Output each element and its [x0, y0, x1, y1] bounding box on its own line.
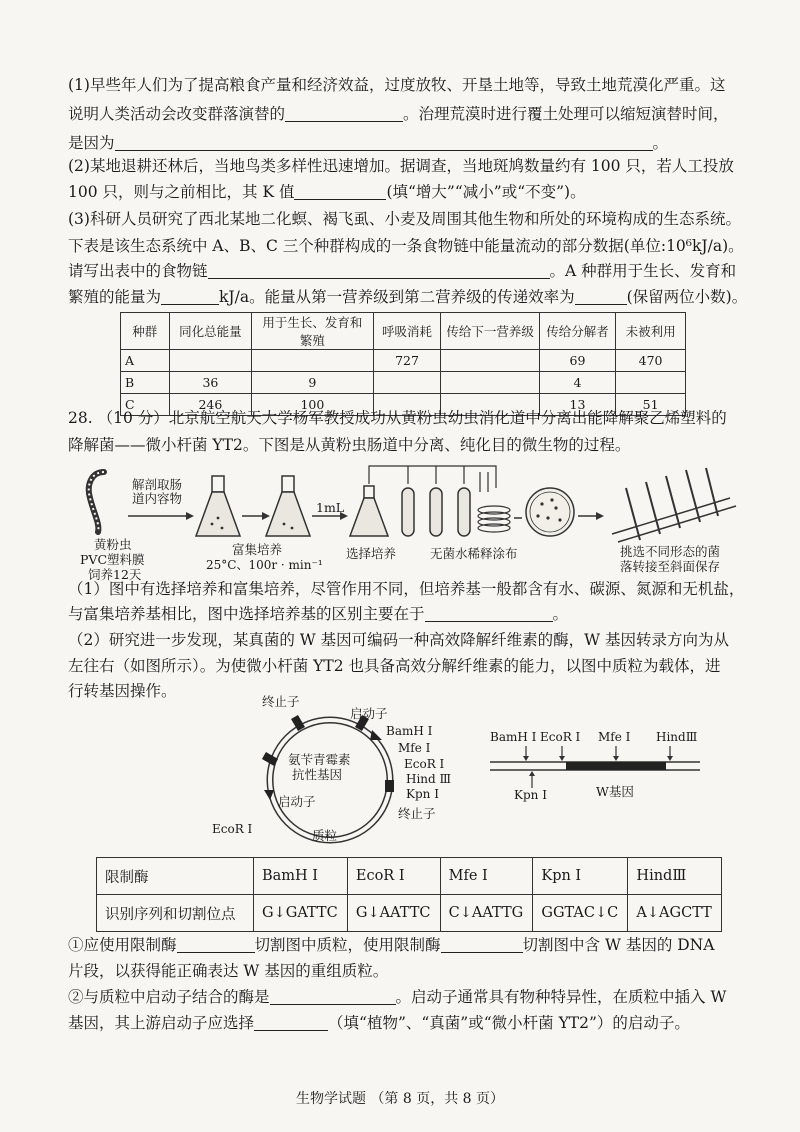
table-header: 呼吸消耗	[373, 313, 441, 350]
plasmid-site-ecori-left: EcoR I	[212, 822, 253, 836]
table-cell: 727	[373, 350, 441, 372]
table-row	[97, 895, 722, 932]
petri-dish-stack-icon	[478, 506, 510, 532]
table-cell: B	[121, 372, 170, 394]
table-cell: 限制酶	[97, 858, 254, 895]
plasmid-site-bamhi: BamH I	[386, 724, 433, 738]
table-cell: 36	[169, 372, 252, 394]
table-header: 传给下一营养级	[441, 313, 539, 350]
promoter-top-label: 启动子	[350, 706, 388, 721]
enrichment-conditions: 25°C、100r · min⁻¹	[206, 558, 323, 572]
answer-blank[interactable]	[161, 286, 219, 305]
flask-icon	[350, 486, 388, 536]
table-header: 同化总能量	[169, 313, 252, 350]
answer-blank[interactable]	[254, 1012, 328, 1031]
answer-blank[interactable]	[441, 934, 523, 953]
table-row	[97, 858, 722, 895]
table-cell: GGTAC↓C	[533, 895, 628, 932]
q27-p1-line1: (1)早些年人们为了提高粮食产量和经济效益，过度放牧、开垦土地等，导致土地荒漠化严重。这	[68, 76, 726, 94]
q27-p3-line4: 繁殖的能量为 kJ/a。能量从第一营养级到第二营养级的传递效率为 (保留两位小数)。	[68, 288, 748, 306]
q28-intro-line2: 降解菌——微小杆菌 YT2。下图是从黄粉虫肠道中分离、纯化目的微生物的过程。	[68, 436, 631, 454]
test-tube-icon	[458, 488, 470, 536]
table-cell: HindⅢ	[628, 858, 722, 895]
q28-intro-line1: 28. （10 分）北京航空航天大学杨军教授成功从黄粉虫幼虫消化道中分离出能降解聚乙烯塑料的	[68, 409, 727, 427]
table-cell	[616, 372, 686, 394]
table-cell: 246	[169, 394, 252, 416]
enrichment-label: 富集培养	[232, 542, 283, 557]
table-header: 传给分解者	[539, 313, 615, 350]
table-cell: C	[121, 394, 170, 416]
answer-blank[interactable]	[285, 103, 403, 122]
terminator-top-label: 终止子	[262, 694, 300, 709]
table-cell	[169, 350, 252, 372]
answer-blank[interactable]	[270, 986, 396, 1005]
table-header: 未被利用	[616, 313, 686, 350]
test-tube-icon	[430, 488, 442, 536]
table-cell: EcoR Ⅰ	[347, 858, 440, 895]
q27-p3-line1: (3)科研人员研究了西北某地二化螟、褐飞虱、小麦及周围其他生物和所处的环境构成的生态系统。	[68, 210, 741, 228]
q28-sub1-line1: ①应使用限制酶 切割图中质粒，使用限制酶 切割图中含 W 基因的 DNA	[68, 936, 715, 954]
q28-p2-line2: 左往右（如图所示）。为使微小杆菌 YT2 也具备高效分解纤维素的能力，以图中质粒为载体，进	[68, 657, 721, 675]
answer-blank[interactable]	[177, 934, 255, 953]
plasmid-site-hindiii: Hind Ⅲ	[406, 772, 452, 786]
dna-site-bamhi: BamH I	[490, 730, 537, 744]
mealworm-icon	[89, 472, 104, 532]
test-tube-icon	[402, 488, 414, 536]
dilution-label: 无菌水稀释涂布	[430, 546, 518, 561]
table-cell: 13	[539, 394, 615, 416]
table-cell: 69	[539, 350, 615, 372]
energy-flow-table	[120, 312, 686, 416]
table-cell: 识别序列和切割位点	[97, 895, 254, 932]
answer-blank[interactable]	[208, 260, 550, 279]
table-cell: C↓AATTG	[440, 895, 533, 932]
table-cell	[441, 372, 539, 394]
answer-blank[interactable]	[115, 132, 653, 151]
table-header: 种群	[121, 313, 170, 350]
table-row	[121, 350, 686, 372]
q28-p1-line2: 与富集培养基相比，图中选择培养基的区别主要在于 。	[68, 605, 569, 623]
pick-label: 挑选不同形态的菌	[620, 544, 721, 559]
terminator-bottom-label: 终止子	[398, 806, 436, 821]
plasmid-site-kpni: Kpn I	[406, 787, 439, 801]
table-cell: Mfe Ⅰ	[440, 858, 533, 895]
promoter-inner-label: 启动子	[278, 794, 316, 809]
q28-sub2-line2: 基因，其上游启动子应选择 （填“植物”、“真菌”或“微小杆菌 YT2”）的启动子。	[68, 1014, 690, 1032]
plasmid-site-ecori: EcoR I	[404, 757, 445, 771]
table-cell	[441, 350, 539, 372]
q27-p2-line1: (2)某地退耕还林后，当地鸟类多样性迅速增加。据调查，当地斑鸠数量约有 100 只，若人工投放	[68, 157, 734, 175]
plasmid-name-label: 质粒	[312, 828, 338, 843]
q28-sub1-line2: 片段，以获得能正确表达 W 基因的重组质粒。	[68, 962, 389, 980]
table-cell: 100	[252, 394, 373, 416]
slant-tubes-icon	[612, 468, 736, 542]
dna-site-ecori: EcoR I	[540, 730, 581, 744]
dna-site-mfei: Mfe I	[598, 730, 631, 744]
worm-label-film: PVC塑料膜	[80, 552, 145, 567]
q27-p3-line3: 请写出表中的食物链 。A 种群用于生长、发育和	[68, 262, 737, 280]
table-cell: Kpn Ⅰ	[533, 858, 628, 895]
worm-label-days: 饲养12天	[88, 567, 142, 582]
q27-p3-line2: 下表是该生态系统中 A、B、C 三个种群构成的一条食物链中能量流动的部分数据(单位:10⁶kJ/a)。	[68, 237, 744, 255]
table-row	[121, 372, 686, 394]
table-cell: A↓AGCTT	[628, 895, 722, 932]
selection-label: 选择培养	[346, 546, 397, 561]
flask-icon	[196, 476, 240, 536]
table-cell: G↓GATTC	[254, 895, 348, 932]
table-cell: A	[121, 350, 170, 372]
plasmid-site-mfei: Mfe I	[398, 741, 431, 755]
q28-p2-line1: （2）研究进一步发现，某真菌的 W 基因可编码一种高效降解纤维素的酶，W 基因转录方向为从	[68, 631, 730, 649]
dissect-label: 解剖取肠 道内容物	[132, 477, 183, 506]
q27-p1-line3: 是因为 。	[68, 134, 669, 152]
dna-site-kpni: Kpn I	[514, 788, 547, 802]
table-cell: 4	[539, 372, 615, 394]
table-cell	[373, 372, 441, 394]
table-cell: BamH Ⅰ	[254, 858, 348, 895]
q27-p1-line2: 说明人类活动会改变群落演替的 。治理荒漠时进行覆土处理可以缩短演替时间，	[68, 105, 729, 123]
table-header-row	[121, 313, 686, 350]
volume-label: 1mL	[316, 500, 345, 515]
q28-sub2-line1: ②与质粒中启动子结合的酶是 。启动子通常具有物种特异性，在质粒中插入 W	[68, 988, 727, 1006]
restriction-enzyme-table	[96, 857, 722, 932]
q27-p2-line2: 100 只，则与之前相比，其 K 值 (填“增大”“减小”或“不变”)。	[68, 183, 586, 201]
q28-p2-line3: 行转基因操作。	[68, 682, 177, 700]
pick-label-2: 落转接至斜面保存	[620, 559, 721, 574]
answer-blank[interactable]	[294, 181, 386, 200]
w-gene-label: W基因	[596, 784, 634, 799]
answer-blank[interactable]	[575, 286, 627, 305]
petri-dish-icon	[526, 488, 574, 536]
table-cell: 51	[616, 394, 686, 416]
page-footer: 生物学试题 （第 8 页，共 8 页）	[295, 1091, 505, 1107]
ampr-gene-label: 氨苄青霉素	[288, 752, 351, 767]
q28-p1-line1: （1）图中有选择培养和富集培养，尽管作用不同，但培养基一般都含有水、碳源、氮源和无机盐，	[68, 580, 745, 598]
ampr-gene-label-2: 抗性基因	[292, 767, 343, 782]
table-cell: 9	[252, 372, 373, 394]
table-cell: 470	[616, 350, 686, 372]
table-cell	[252, 350, 373, 372]
table-header: 用于生长、发育和繁殖	[252, 313, 373, 350]
dna-site-hindiii: HindⅢ	[656, 730, 698, 744]
flask-icon	[266, 476, 310, 536]
answer-blank[interactable]	[425, 603, 553, 622]
worm-label: 黄粉虫	[94, 537, 132, 552]
table-cell: G↓AATTC	[347, 895, 440, 932]
